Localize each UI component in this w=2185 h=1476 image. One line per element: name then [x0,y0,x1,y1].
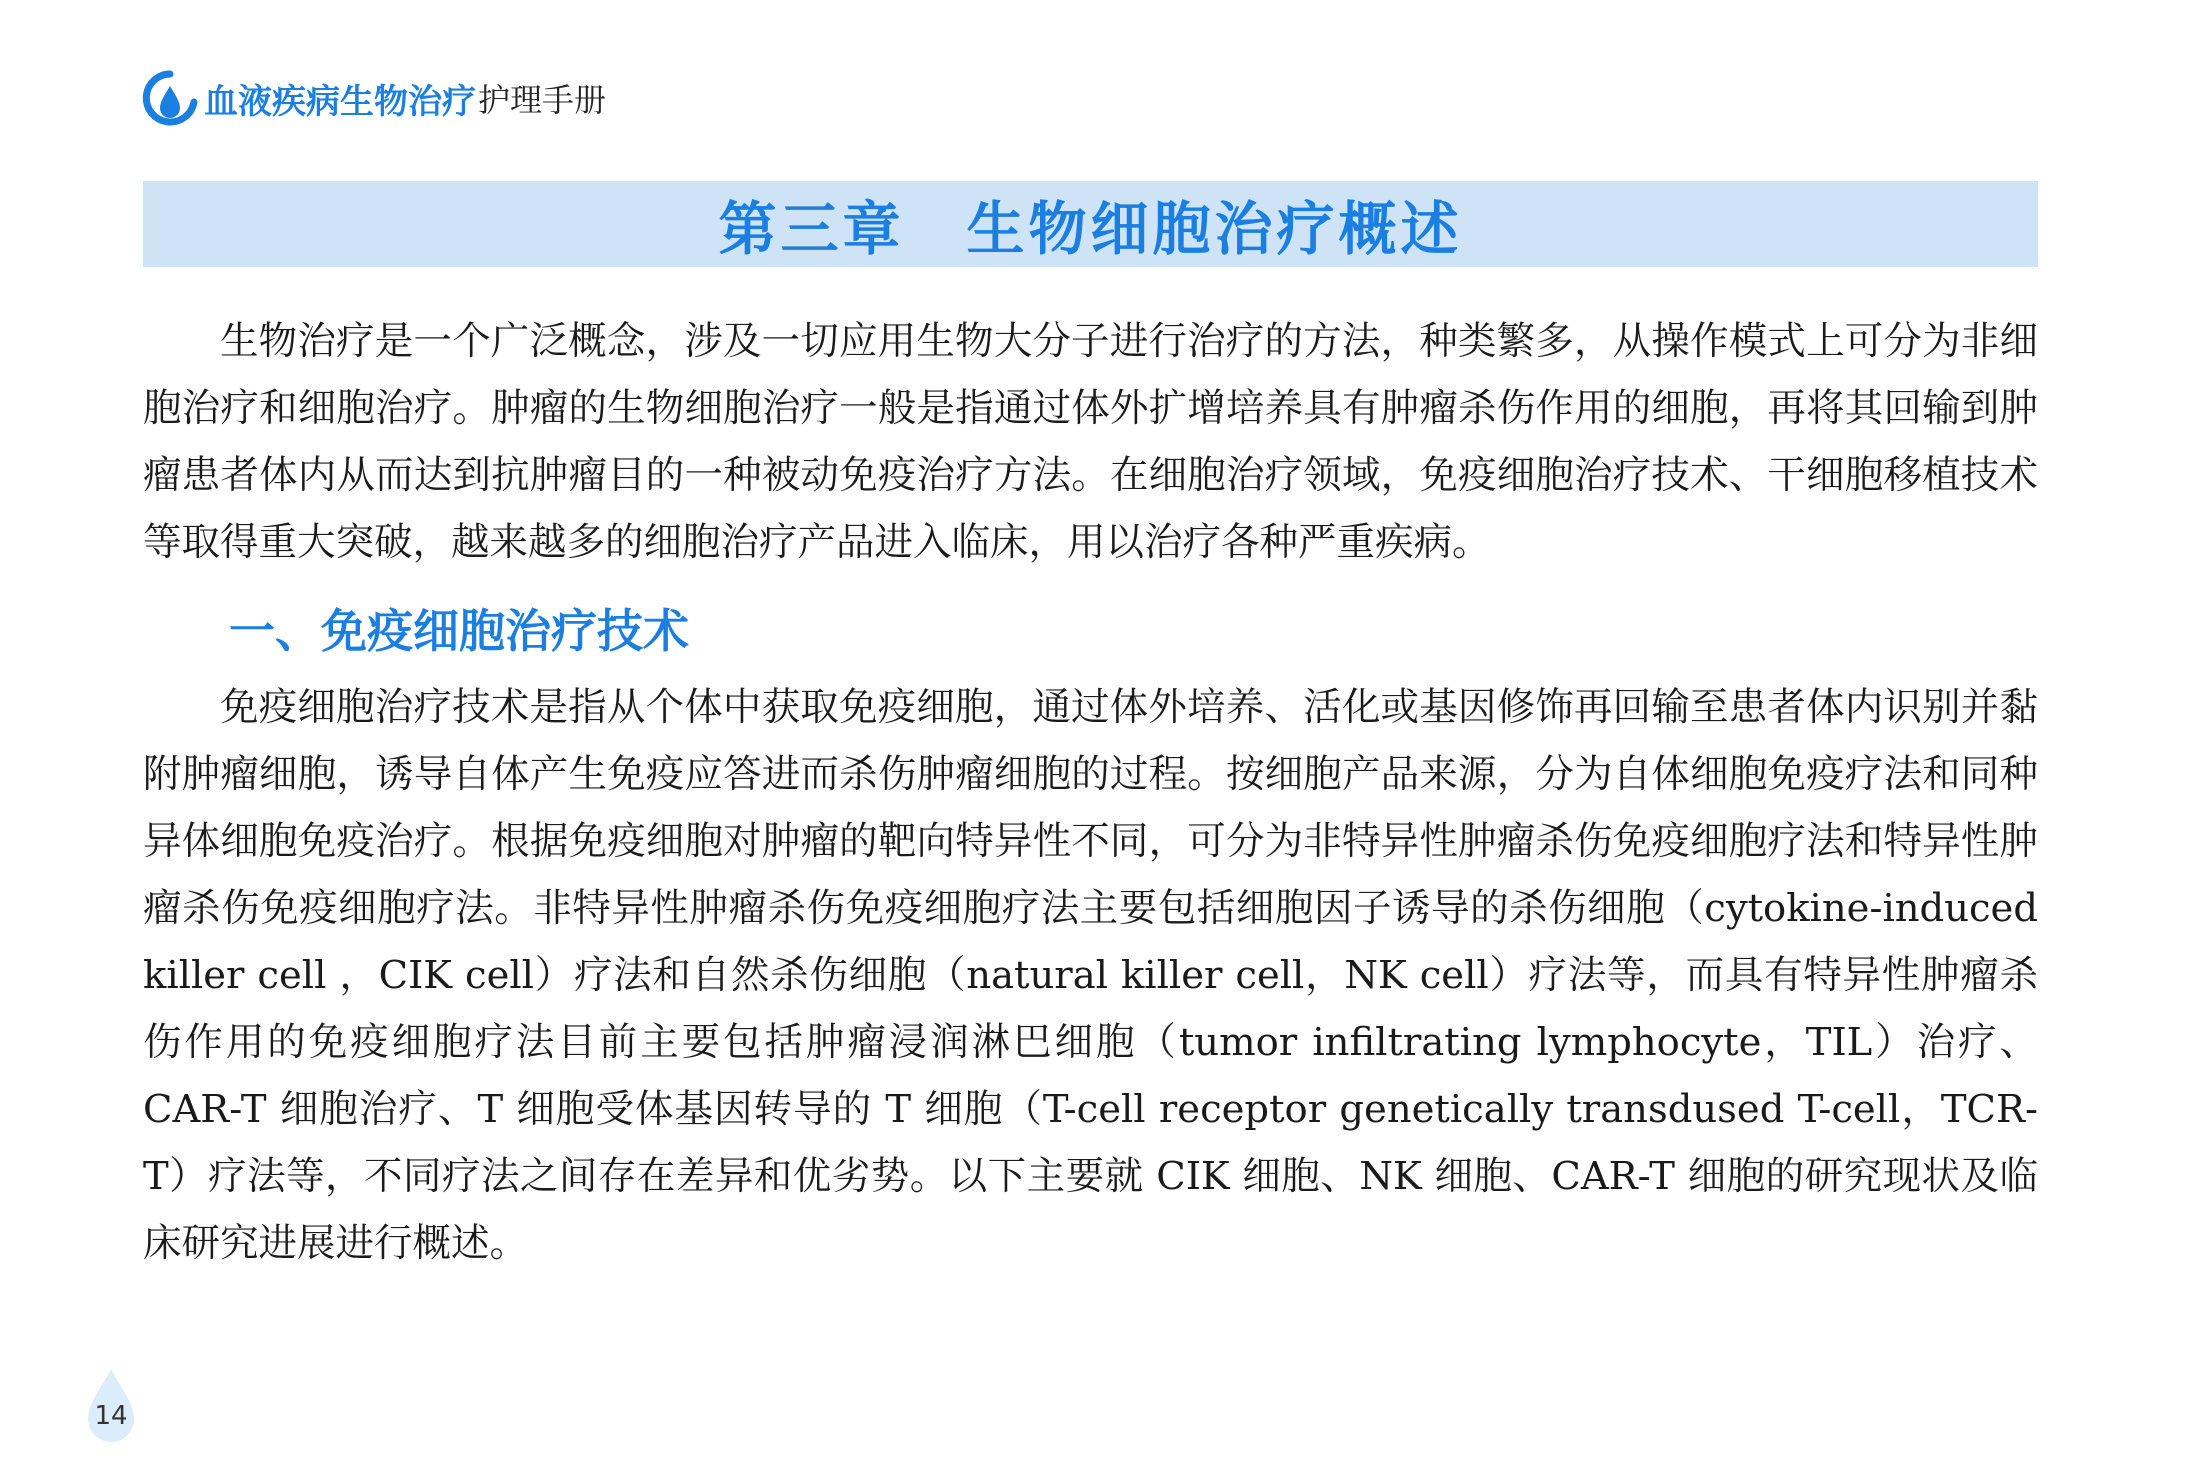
page-number-marker [84,1365,138,1445]
chapter-title-bar [143,181,2038,267]
running-header [140,68,606,128]
blood-drop-logo-icon [140,68,200,128]
book-title-normal: 护理手册 [478,81,607,119]
intro-paragraph: 生物治疗是一个广泛概念，涉及一切应用生物大分子进行治疗的方法，种类繁多，从操作模式上可分为非细胞治疗和细胞治疗。肿瘤的生物细胞治疗一般是指通过体外扩增培养具有肿瘤杀伤作用的细胞，再将其回输到肿瘤患者体内从而达到抗肿瘤目的一种被动免疫治疗方法。在细胞治疗领域，免疫细胞治疗技术、干细胞移植技术等取得重大突破，越来越多的细胞治疗产品进入临床，用以治疗各种严重疾病。 [143,319,2038,565]
section-heading: 一、免疫细胞治疗技术 [229,604,689,658]
book-title-bold: 血液疾病生物治疗 [204,81,476,122]
section-paragraph: 免疫细胞治疗技术是指从个体中获取免疫细胞，通过体外培养、活化或基因修饰再回输至患者体内识别并黏附肿瘤细胞，诱导自体产生免疫应答进而杀伤肿瘤细胞的过程。按细胞产品来源，分为自体细胞免疫疗法和同种异体细胞免疫治疗。根据免疫细胞对肿瘤的靶向特异性不同，可分为非特异性肿瘤杀伤免疫细胞疗法和特异性肿瘤杀伤免疫细胞疗法。非特异性肿瘤杀伤免疫细胞疗法主要包括细胞因子诱导的杀伤细胞（cytokine-induced killer cell ，CIK cell）疗法和自然杀伤细胞（natural killer cell，NK cell）疗法等，而具有特异性肿瘤杀伤作用的免疫细胞疗法目前主要包括肿瘤浸润淋巴细胞（tumor infiltrating lymphocyte，TIL）治疗、CAR-T 细胞治疗、T 细胞受体基因转导的 T 细胞（T-cell receptor genetically transdused T-cell，TCR-T）疗法等，不同疗法之间存在差异和优劣势。以下主要就 CIK 细胞、NK 细胞、CAR-T 细胞的研究现状及临床研究进展进行概述。 [143,685,2038,1266]
page-number: 14 [94,1401,128,1431]
page-content [143,308,2038,1277]
chapter-title: 第三章 生物细胞治疗概述 [718,195,1463,263]
